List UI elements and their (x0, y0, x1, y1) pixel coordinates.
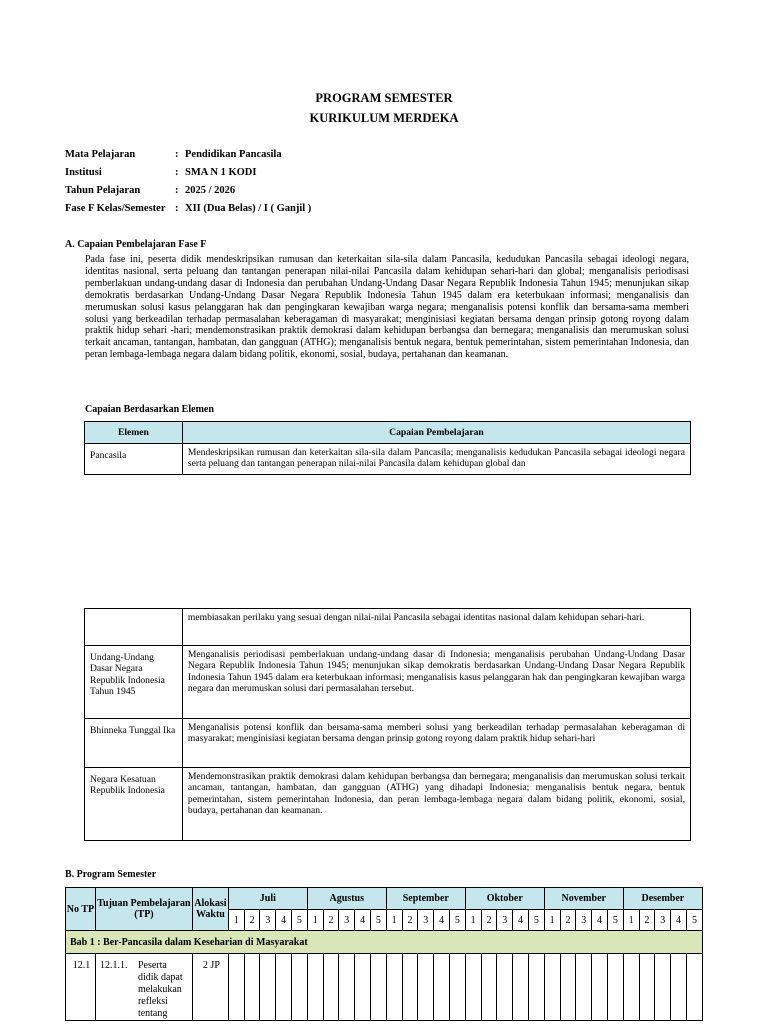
week-cell[interactable] (355, 954, 371, 1021)
week-cell[interactable] (576, 954, 592, 1021)
week-number: 4 (513, 910, 529, 931)
week-cell[interactable] (513, 954, 529, 1021)
week-cell[interactable] (292, 954, 308, 1021)
week-cell[interactable] (339, 954, 355, 1021)
week-cell[interactable] (607, 954, 623, 1021)
week-cell[interactable] (655, 954, 671, 1021)
meta-value: SMA N 1 KODI (185, 167, 257, 178)
week-number: 5 (686, 910, 702, 931)
month-header: November (544, 888, 623, 910)
week-number: 2 (244, 910, 260, 931)
week-number: 4 (276, 910, 292, 931)
tp-number: 12.1 (66, 954, 96, 1021)
week-cell[interactable] (544, 954, 560, 1021)
week-number: 2 (323, 910, 339, 931)
meta-value: Pendidikan Pancasila (185, 149, 282, 160)
header-elemen: Elemen (85, 422, 183, 444)
week-cell[interactable] (386, 954, 402, 1021)
week-number: 2 (560, 910, 576, 931)
header-alokasi: Alokasi Waktu (192, 888, 228, 931)
week-cell[interactable] (323, 954, 339, 1021)
capaian-cell: Mendeskripsikan rumusan dan keterkaitan sila-sila dalam Pancasila; menganalisis kedudukan Pancasila sebagai ideologi negara serta peluang dan tantangan penerapan nilai-nilai Pancasila dalam kehidupan global dan (182, 444, 690, 475)
week-cell[interactable] (497, 954, 513, 1021)
tp-code: 12.1.1. (99, 960, 128, 971)
week-number: 1 (465, 910, 481, 931)
week-number: 3 (339, 910, 355, 931)
section-b-heading: B. Program Semester (65, 869, 157, 880)
week-cell[interactable] (402, 954, 418, 1021)
week-number: 2 (402, 910, 418, 931)
meta-label: Mata Pelajaran (65, 149, 136, 160)
week-cell[interactable] (592, 954, 608, 1021)
week-cell[interactable] (228, 954, 244, 1021)
week-cell[interactable] (465, 954, 481, 1021)
capaian-table-page1 (84, 421, 691, 475)
elemen-cell: Bhinneka Tunggal Ika (85, 719, 183, 768)
week-cell[interactable] (370, 954, 386, 1021)
week-number: 3 (576, 910, 592, 931)
week-cell[interactable] (528, 954, 544, 1021)
capaian-row (85, 768, 691, 841)
week-number: 2 (481, 910, 497, 931)
capaian-cell: Menganalisis potensi konflik dan bersama-sama memberi solusi yang berkeadilan terhadap permasalahan keberagaman di masyarakat; menginisiasi kegiatan bersama dengan prinsip gotong royong dalam praktik hidup sehari-hari (182, 719, 690, 768)
week-cell[interactable] (671, 954, 687, 1021)
week-cell[interactable] (481, 954, 497, 1021)
header-no-tp: No TP (66, 888, 96, 931)
week-number: 3 (260, 910, 276, 931)
meta-colon: : (175, 167, 179, 178)
week-cell[interactable] (418, 954, 434, 1021)
meta-label: Tahun Pelajaran (65, 185, 141, 196)
week-number: 1 (228, 910, 244, 931)
week-cell[interactable] (560, 954, 576, 1021)
week-cell[interactable] (307, 954, 323, 1021)
tp-description (95, 954, 192, 1021)
program-semester-table (65, 887, 703, 1021)
meta-value: XII (Dua Belas) / I ( Ganjil ) (185, 203, 312, 214)
page-title-line2: KURIKULUM MERDEKA (309, 111, 459, 125)
week-number: 4 (434, 910, 450, 931)
meta-colon: : (175, 185, 179, 196)
elemen-cell (85, 609, 183, 646)
week-number: 4 (355, 910, 371, 931)
week-cell[interactable] (434, 954, 450, 1021)
week-cell[interactable] (686, 954, 702, 1021)
week-number: 3 (418, 910, 434, 931)
meta-label: Fase F Kelas/Semester (65, 203, 166, 214)
capaian-cell: Mendemonstrasikan praktik demokrasi dalam kehidupan berbangsa dan bernegara; menganalisis dan merumuskan solusi terkait ancaman, tantangan, hambatan, dan gangguan (ATHG) yang dihadapi Indonesia; menganalisis bentuk negara, bentuk pemerintahan, sistem pemerintahan Indonesia, dan peran lembaga-lembaga negara dalam bidang politik, ekonomi, sosial, budaya, pertahanan dan keamanan. (182, 768, 690, 841)
week-cell[interactable] (244, 954, 260, 1021)
capaian-row (85, 444, 691, 475)
capaian-table-page2 (84, 608, 691, 841)
week-number: 4 (671, 910, 687, 931)
week-cell[interactable] (639, 954, 655, 1021)
bab-title: Bab 1 : Ber-Pancasila dalam Keseharian di Masyarakat (66, 931, 703, 954)
tp-text: Peserta didik dapat melakukan refleksi tentang (137, 960, 183, 1019)
week-number: 3 (655, 910, 671, 931)
elemen-cell: Undang-Undang Dasar Negara Republik Indonesia Tahun 1945 (85, 646, 183, 719)
month-header: Desember (623, 888, 702, 910)
week-number: 5 (370, 910, 386, 931)
section-a-paragraph: Pada fase ini, peserta didik mendeskripsikan rumusan dan keterkaitan sila-sila dalam Pancasila, kedudukan Pancasila sebagai ideologi negara, identitas nasional, serta peluang dan tantangan penerapan nilai-nilai Pancasila dalam kehidupan sehari-hari dan global; menganalisis periodisasi pemberlakuan undang-undang dasar di Indonesia dan perubahan Undang-Undang Dasar Negara Republik Indonesia Tahun 1945; menunjukan sikap demokratis berdasarkan Undang-Undang Dasar Negara Republik Indonesia Tahun 1945 dalam era keterbukaan informasi; menganalisis dan merumuskan solusi kasus pelanggaran hak dan pengingkaran kewajiban warga negara; menganalisis potensi konflik dan bersama-sama memberi solusi yang berkeadilan terhadap permasalahan keberagaman di masyarakat; menginisiasi kegiatan bersama dengan prinsip gotong royong dalam praktik hidup sehari -hari; mendemonstrasikan praktik demokrasi dalam kehidupan berbangsa dan bernegara; menganalisis dan merumuskan solusi terkait ancaman, tantangan, hambatan, dan gangguan (ATHG); menganalisis bentuk negara, bentuk pemerintahan, sistem pemerintahan Indonesia, dan peran lembaga-lembaga negara dalam bidang politik, ekonomi, sosial, budaya, pertahanan dan keamanan. (85, 254, 689, 361)
week-cell[interactable] (449, 954, 465, 1021)
capaian-cell: Menganalisis periodisasi pemberlakuan undang-undang dasar di Indonesia; menganalisis perubahan Undang-Undang Dasar Negara Republik Indonesia Tahun 1945; menunjukan sikap demokratis berdasarkan Undang-Undang Dasar Negara Republik Indonesia Tahun 1945 dalam era keterbukaan informasi; menganalisis kasus pelanggaran hak dan pengingkaran kewajiban warga negara dan merumuskan solusi dari permasalahan tersebut. (182, 646, 690, 719)
week-number: 4 (592, 910, 608, 931)
week-cell[interactable] (260, 954, 276, 1021)
week-number: 5 (607, 910, 623, 931)
week-number: 5 (292, 910, 308, 931)
capaian-row (85, 719, 691, 768)
meta-colon: : (175, 203, 179, 214)
week-number: 1 (386, 910, 402, 931)
tp-alokasi: 2 JP (192, 954, 228, 1021)
tp-row (66, 954, 703, 1021)
capaian-cell: membiasakan perilaku yang sesuai dengan nilai-nilai Pancasila sebagai identitas nasional dalam kehidupan sehari-hari. (182, 609, 690, 646)
capaian-row (85, 646, 691, 719)
page-title-line1: PROGRAM SEMESTER (315, 91, 453, 105)
capaian-subheading: Capaian Berdasarkan Elemen (85, 404, 214, 415)
month-header: Oktober (465, 888, 544, 910)
bab-row (66, 931, 703, 954)
week-number: 1 (544, 910, 560, 931)
elemen-cell: Pancasila (85, 444, 183, 475)
week-number: 3 (497, 910, 513, 931)
header-tujuan: Tujuan Pembelajaran (TP) (95, 888, 192, 931)
week-number: 5 (449, 910, 465, 931)
week-cell[interactable] (623, 954, 639, 1021)
section-a-heading: A. Capaian Pembelajaran Fase F (65, 239, 207, 250)
month-header: September (386, 888, 465, 910)
week-cell[interactable] (276, 954, 292, 1021)
week-number: 5 (528, 910, 544, 931)
elemen-cell: Negara Kesatuan Republik Indonesia (85, 768, 183, 841)
week-number: 2 (639, 910, 655, 931)
week-number: 1 (623, 910, 639, 931)
meta-value: 2025 / 2026 (185, 185, 236, 196)
month-header: Agustus (307, 888, 386, 910)
week-number: 1 (307, 910, 323, 931)
month-header: Juli (228, 888, 307, 910)
capaian-row (85, 609, 691, 646)
header-capaian: Capaian Pembelajaran (182, 422, 690, 444)
meta-colon: : (175, 149, 179, 160)
meta-label: Institusi (65, 167, 102, 178)
